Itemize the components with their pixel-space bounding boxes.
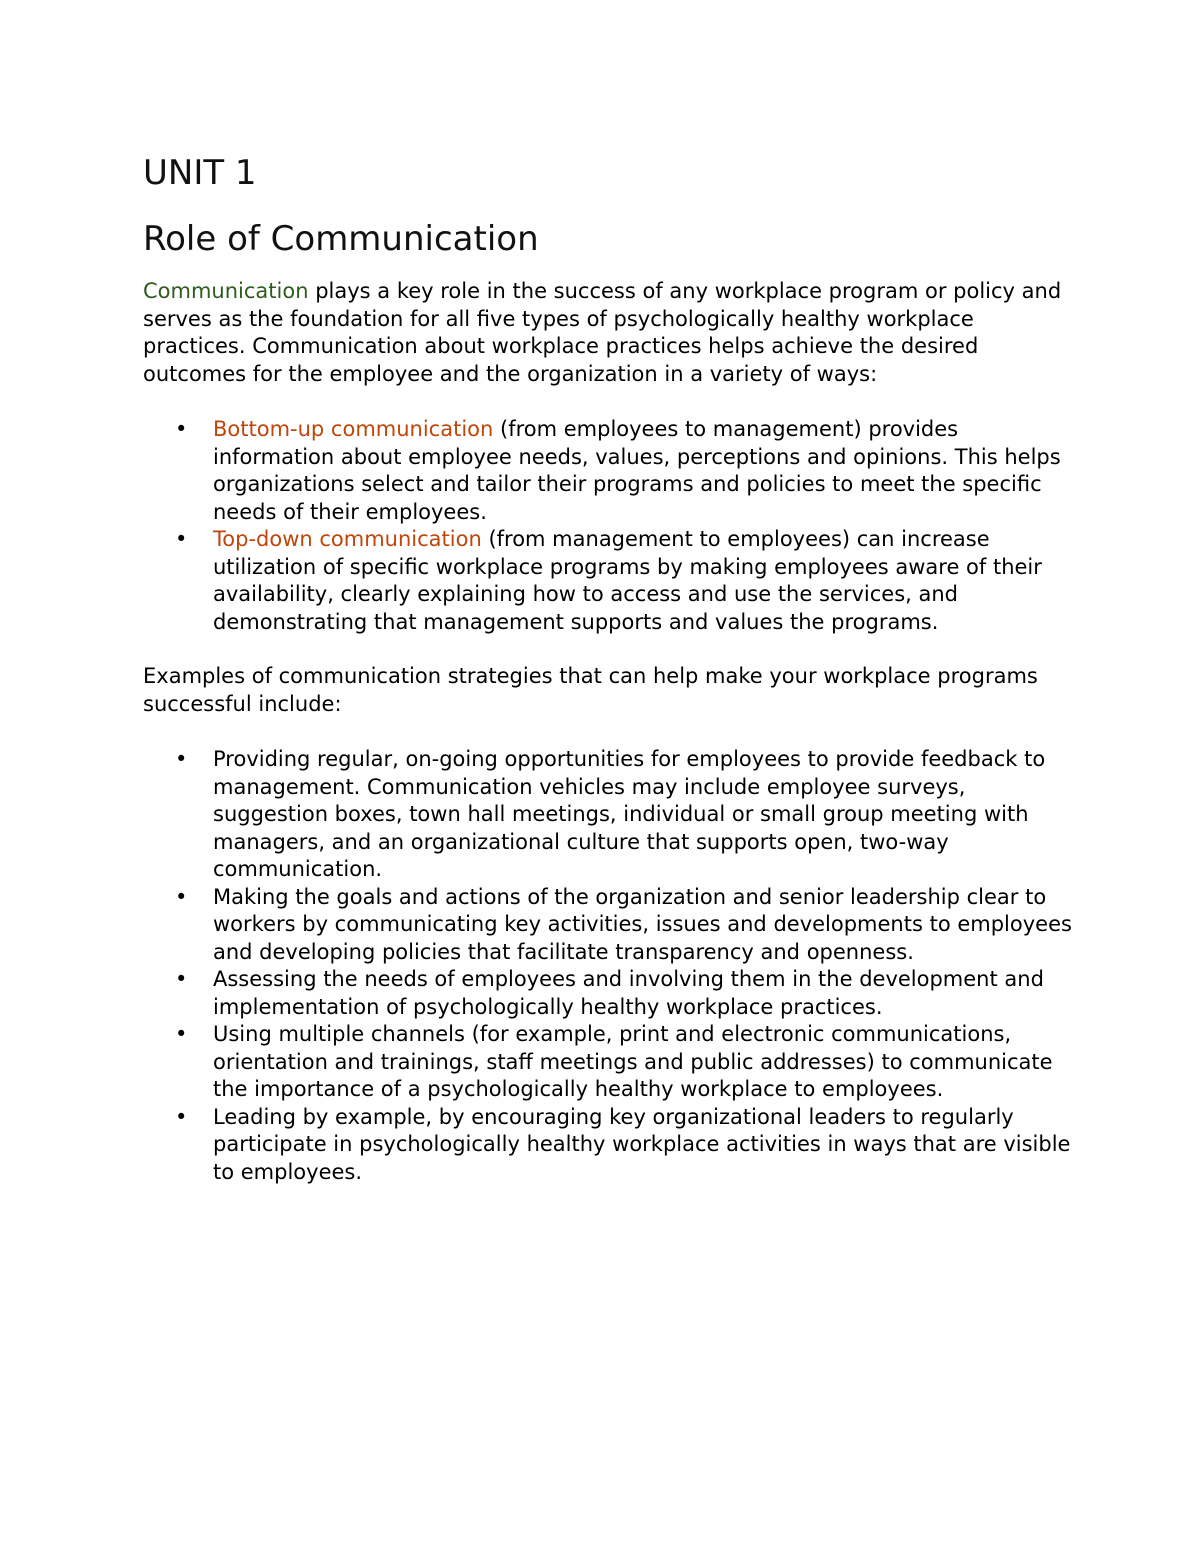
- bullet-icon: •: [175, 527, 188, 551]
- intro-text: plays a key role in the success of any workplace program or policy and serves as the foundation for all five types of psychologically healthy workplace practices. Communication about workplace practices helps achieve the desired outcomes for the employee and the organization in a variety of ways:: [143, 279, 1062, 386]
- intro-lead-term: Communication: [143, 279, 309, 303]
- list-item: [143, 1021, 1073, 1104]
- bullet-icon: •: [175, 967, 188, 991]
- list-item-text: Making the goals and actions of the organization and senior leadership clear to workers by communicating key activities, issues and developments to employees and developing policies that facilitate transparency and openness.: [213, 884, 1072, 964]
- bullet-icon: •: [175, 1022, 188, 1046]
- list-item: [143, 746, 1073, 884]
- list-item: [143, 966, 1073, 1021]
- bullet-icon: •: [175, 1104, 188, 1129]
- communication-types-list: [143, 416, 1073, 636]
- spacer: [143, 636, 1073, 663]
- bullet-icon: •: [175, 417, 188, 441]
- bullet-icon: •: [175, 884, 188, 909]
- intro-paragraph: [143, 278, 1073, 388]
- unit-heading: UNIT 1: [143, 153, 257, 193]
- list-item-text: Providing regular, on-going opportunities for employees to provide feedback to management. Communication vehicles may include employee surveys, suggestion boxes, town hall meetings, individual or small group meeting with managers, and an organizational culture that supports open, two-way communication.: [213, 747, 1046, 881]
- list-item: [143, 416, 1073, 526]
- term-top-down: Top-down communication: [213, 527, 482, 551]
- list-item: [143, 884, 1073, 967]
- page-title: Role of Communication: [143, 219, 539, 259]
- examples-intro: Examples of communication strategies that can help make your workplace programs successful include:: [143, 664, 1038, 716]
- document-body: [143, 150, 1073, 1186]
- list-item-text: Assessing the needs of employees and involving them in the development and implementation of psychologically healthy workplace practices.: [213, 967, 1044, 1019]
- list-item-text: Leading by example, by encouraging key organizational leaders to regularly participate in psychologically healthy workplace activities in ways that are visible to employees.: [213, 1104, 1071, 1184]
- list-item-text: (from employees to management) provides information about employee needs, values, perceptions and opinions. This helps organizations select and tailor their programs and policies to meet the specific needs of their employees.: [213, 417, 1061, 524]
- list-item-text: (from management to employees) can increase utilization of specific workplace programs by making employees aware of their availability, clearly explaining how to access and use the services, and demonstrating that management supports and values the programs.: [213, 527, 1042, 634]
- list-item: [143, 1104, 1073, 1187]
- list-item-text: Using multiple channels (for example, print and electronic communications, orientation and trainings, staff meetings and public addresses) to communicate the importance of a psychologically healthy workplace to employees.: [213, 1022, 1053, 1101]
- bullet-icon: •: [175, 747, 188, 771]
- term-bottom-up: Bottom-up communication: [213, 417, 494, 441]
- list-item: [143, 526, 1073, 636]
- examples-list: [143, 746, 1073, 1186]
